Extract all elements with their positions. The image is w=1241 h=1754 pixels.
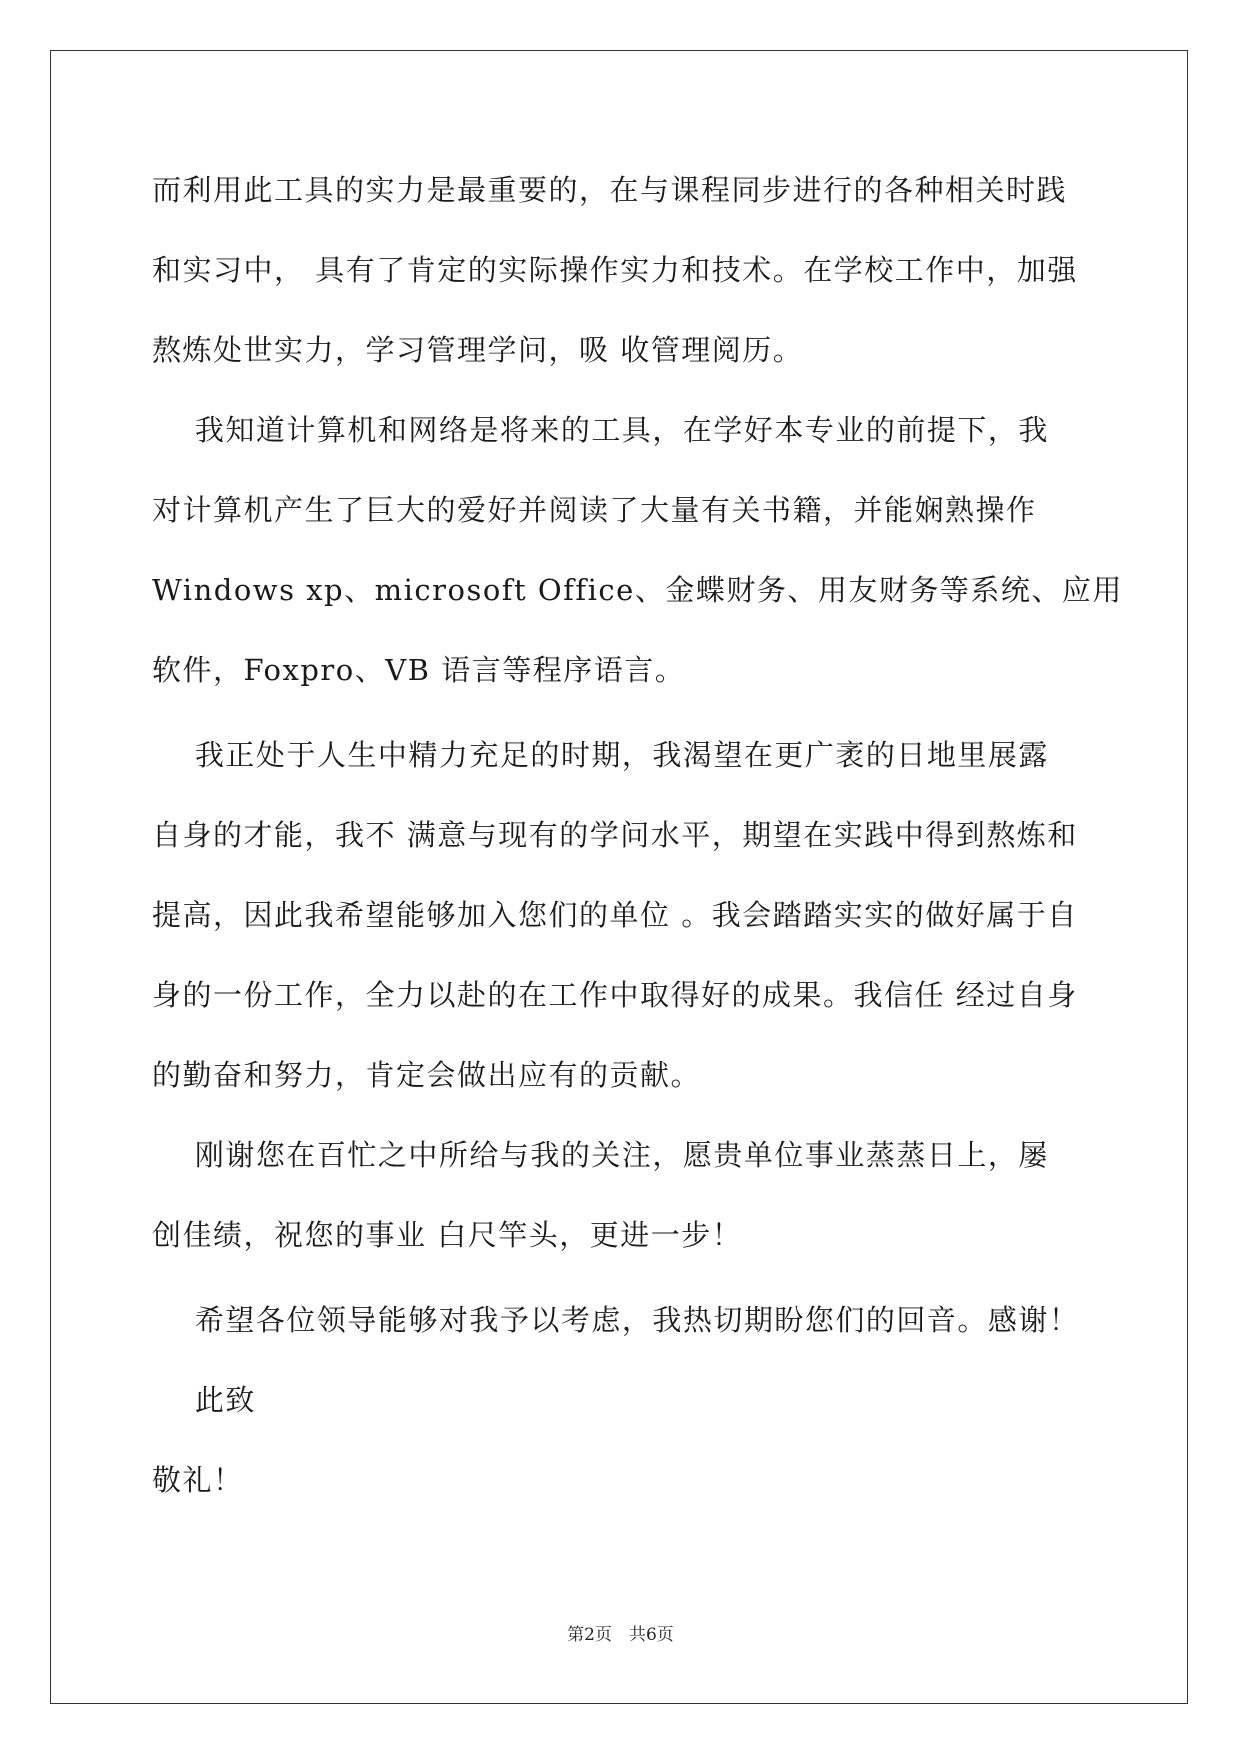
page-frame: [50, 50, 1188, 1704]
body-line: 对计算机产生了巨大的爱好并阅读了大量有关书籍，并能娴熟操作: [152, 493, 1037, 527]
body-line: 提高，因此我希望能够加入您们的单位 。我会踏踏实实的做好属于自: [152, 898, 1078, 932]
body-line: 而利用此工具的实力是最重要的，在与课程同步进行的各种相关时践: [152, 173, 1068, 207]
body-line: 的勤奋和努力，肯定会做出应有的贡献。: [152, 1058, 702, 1092]
body-line: Windows xp、microsoft Office、金蝶财务、用友财务等系统、应用: [152, 573, 1123, 607]
body-line: 和实习中， 具有了肯定的实际操作实力和技术。在学校工作中，加强: [152, 253, 1078, 287]
body-line: 身的一份工作，全力以赴的在工作中取得好的成果。我信任 经过自身: [152, 978, 1078, 1012]
body-line: 软件，Foxpro、VB 语言等程序语言。: [152, 653, 686, 687]
body-line: 刚谢您在百忙之中所给与我的关注，愿贵单位事业蒸蒸日上，屡: [152, 1138, 1049, 1172]
page-number: 第2页 共6页: [567, 1625, 674, 1645]
body-line: 我正处于人生中精力充足的时期，我渴望在更广袤的日地里展露: [152, 738, 1049, 772]
body-line: 熬炼处世实力，学习管理学问，吸 收管理阅历。: [152, 333, 804, 367]
body-line: 我知道计算机和网络是将来的工具，在学好本专业的前提下，我: [152, 413, 1049, 447]
body-line: 创佳绩，祝您的事业 白尺竿头，更进一步！: [152, 1218, 743, 1252]
body-line: 自身的才能，我不 满意与现有的学问水平，期望在实践中得到熬炼和: [152, 818, 1078, 852]
body-line: 敬礼！: [152, 1463, 244, 1497]
body-line: 希望各位领导能够对我予以考虑，我热切期盼您们的回音。感谢！: [152, 1303, 1080, 1337]
body-line: 此致: [152, 1383, 256, 1417]
